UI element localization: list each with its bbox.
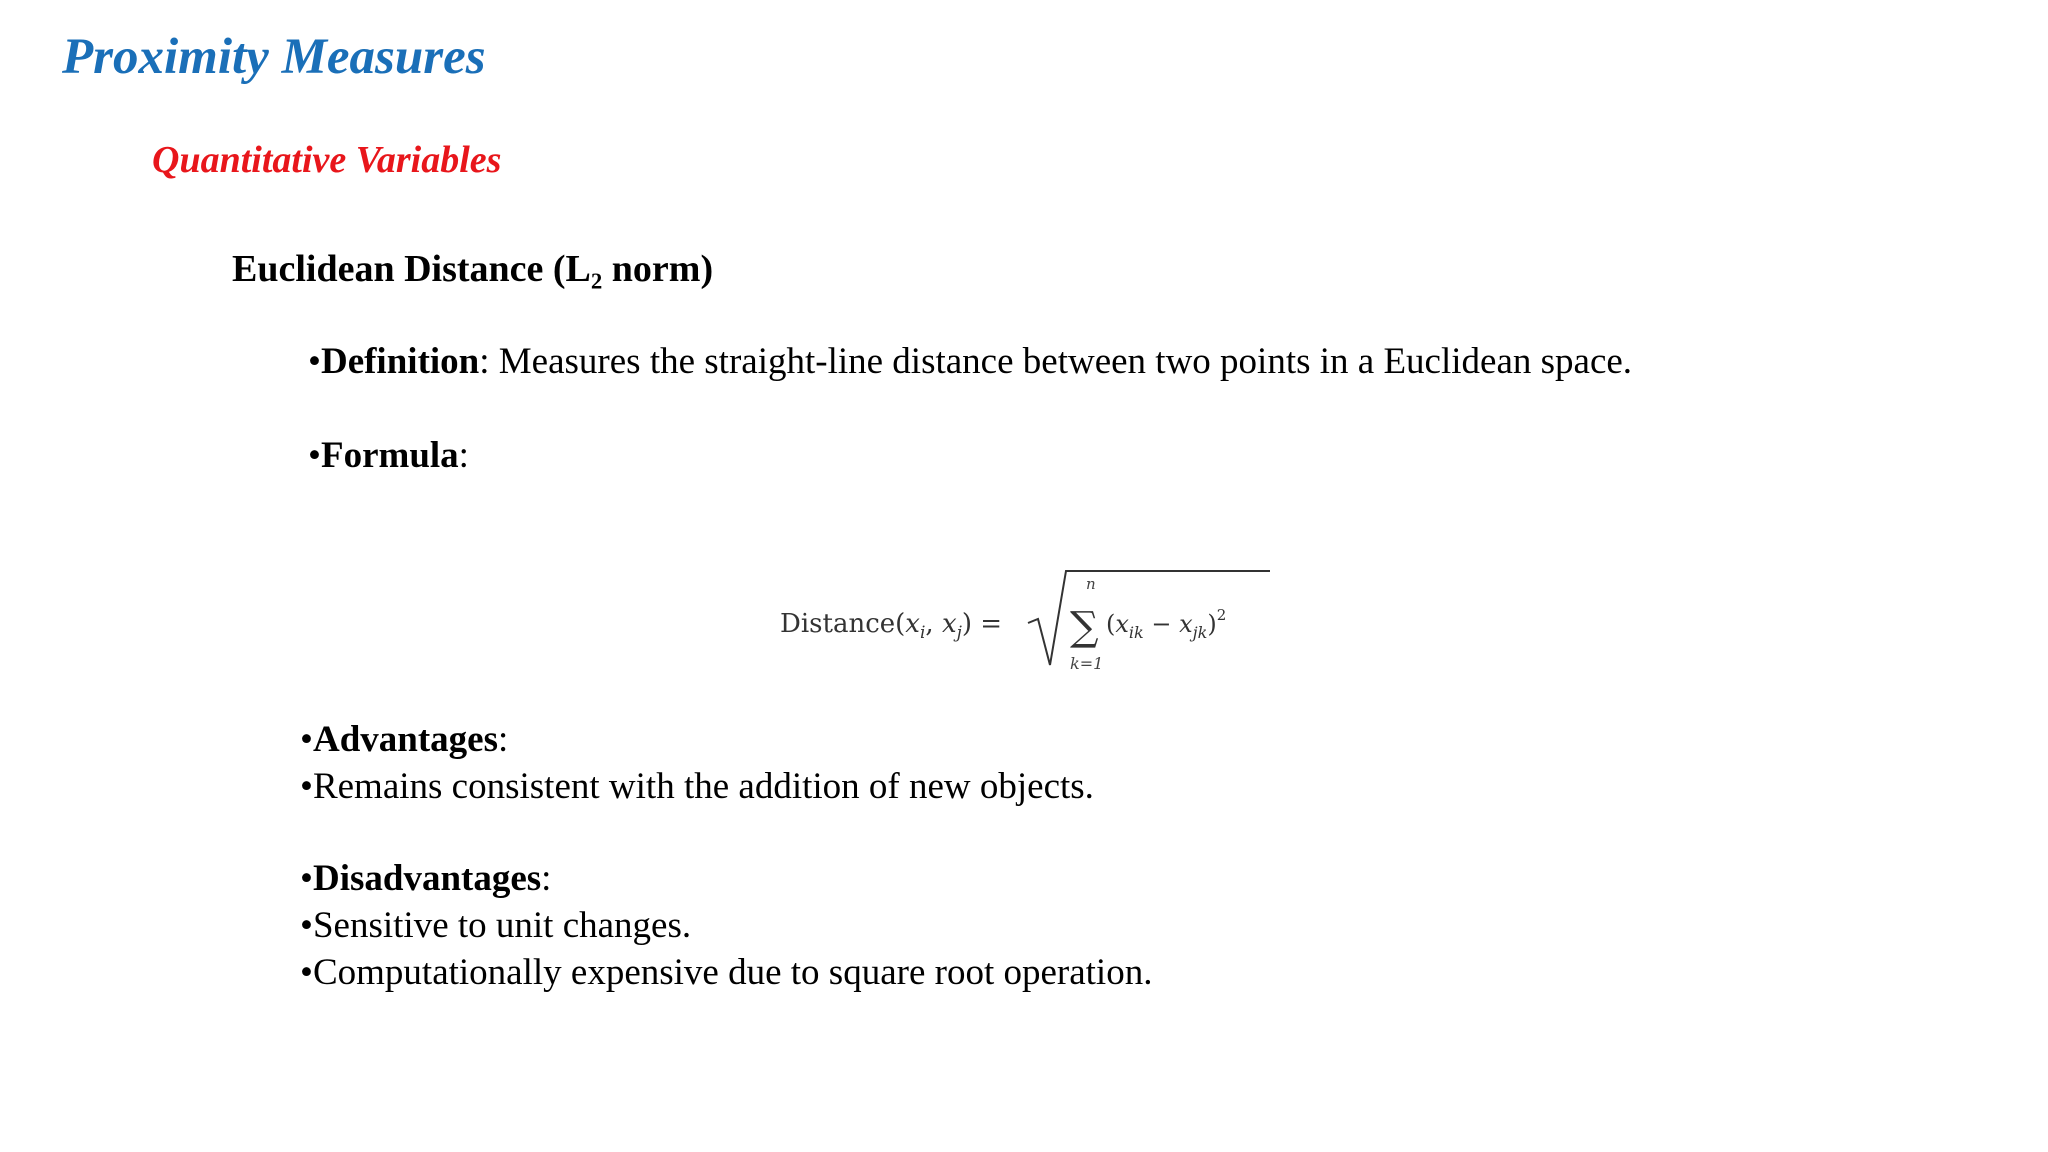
sum-symbol: ∑ [1070, 604, 1099, 650]
bullet: • [300, 858, 313, 899]
definition-line [308, 340, 1632, 383]
bullet: • [308, 435, 321, 476]
definition-text: Measures the straight-line distance between two points in a Euclidean space. [489, 341, 1633, 382]
slide-subtitle: Quantitative Variables [152, 139, 502, 181]
formula-label: Formula [320, 435, 459, 476]
sum-upper-limit: n [1086, 575, 1096, 593]
definition-label: Definition [320, 341, 480, 382]
colon: : [541, 858, 552, 899]
disadvantages-heading [300, 857, 551, 900]
formula-rhs: $(x_{ik} - x_{jk})^2$ [1106, 606, 1227, 642]
formula-lhs: $Distance(x_i$, $x_j$) = [780, 609, 1003, 643]
euclidean-distance-formula [770, 565, 1290, 690]
disadvantages-label: Disadvantages [312, 858, 542, 899]
slide-title: Proximity Measures [62, 29, 486, 85]
colon: : [498, 719, 509, 760]
formula-line [308, 434, 469, 477]
colon: : [479, 341, 490, 382]
sum-lower-limit: k=1 [1070, 654, 1104, 673]
advantage-item: •Remains consistent with the addition of new objects. [300, 766, 1094, 807]
bullet: • [308, 341, 321, 382]
colon: : [458, 435, 469, 476]
disadvantage-item: •Computationally expensive due to square root operation. [300, 952, 1153, 993]
disadvantage-item: •Sensitive to unit changes. [300, 905, 692, 946]
formula-graphic [770, 565, 1290, 685]
bullet: • [300, 719, 313, 760]
section-heading: Euclidean Distance (L₂ norm) [232, 248, 714, 290]
advantages-label: Advantages [312, 719, 498, 760]
advantages-heading [300, 718, 508, 761]
